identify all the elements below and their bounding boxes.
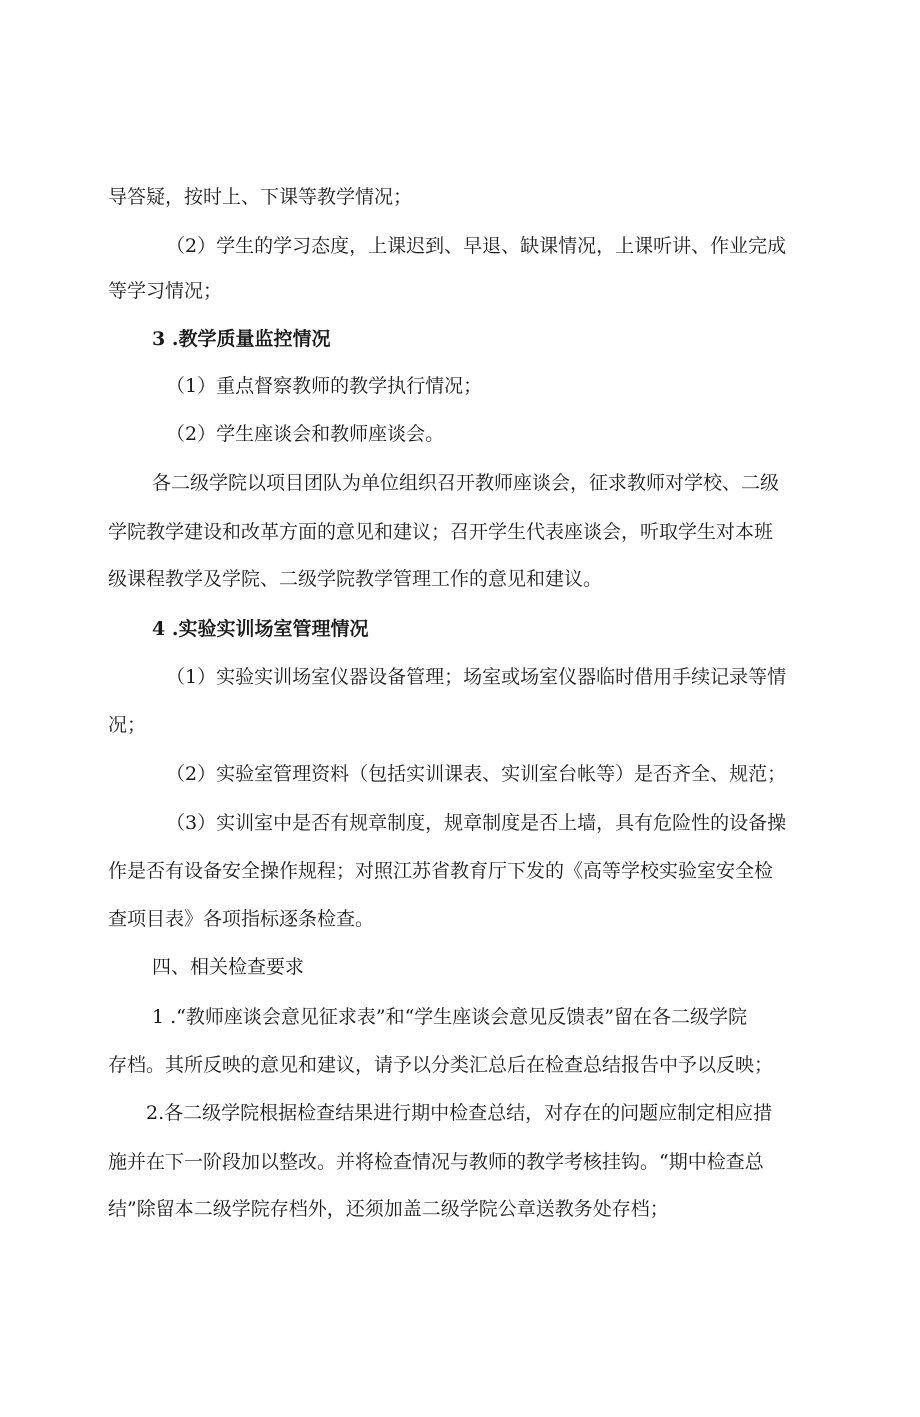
paragraph-line: 况； xyxy=(108,714,147,736)
section-heading: 4 .实验实训场室管理情况 xyxy=(152,618,369,640)
paragraph-line: 查项目表》各项指标逐条检查。 xyxy=(108,908,375,930)
list-item: （2）学生座谈会和教师座谈会。 xyxy=(166,423,445,445)
paragraph-line: 导答疑，按时上、下课等教学情况； xyxy=(108,186,413,208)
paragraph-line: 各二级学院以项目团队为单位组织召开教师座谈会，征求教师对学校、二级 xyxy=(152,472,780,494)
paragraph-line: （2）学生的学习态度，上课迟到、早退、缺课情况，上课听讲、作业完成 xyxy=(166,235,787,257)
paragraph-line: 1 .“教师座谈会意见征求表”和“学生座谈会意见反馈表”留在各二级学院 xyxy=(152,1006,748,1028)
paragraph-line: 存档。其所反映的意见和建议，请予以分类汇总后在检查总结报告中予以反映； xyxy=(108,1054,774,1076)
list-item: （3）实训室中是否有规章制度，规章制度是否上墙，具有危险性的设备操 xyxy=(166,812,787,834)
paragraph-line: 学院教学建设和改革方面的意见和建议；召开学生代表座谈会，听取学生对本班 xyxy=(108,521,774,543)
paragraph-line: 结”除留本二级学院存档外，还须加盖二级学院公章送教务处存档； xyxy=(108,1198,669,1220)
paragraph-line: 级课程教学及学院、二级学院教学管理工作的意见和建议。 xyxy=(108,568,603,590)
section-heading: 四、相关检查要求 xyxy=(152,956,305,978)
section-heading: 3 .教学质量监控情况 xyxy=(152,328,331,350)
list-item: （2）实验室管理资料（包括实训课表、实训室台帐等）是否齐全、规范； xyxy=(166,763,787,785)
list-item: （1）重点督察教师的教学执行情况； xyxy=(166,375,483,397)
paragraph-line: 等学习情况； xyxy=(108,280,223,302)
paragraph-line: 2.各二级学院根据检查结果进行期中检查总结，对存在的问题应制定相应措 xyxy=(146,1102,773,1124)
paragraph-line: 施并在下一阶段加以整改。并将检查情况与教师的教学考核挂钩。“期中检查总 xyxy=(108,1151,764,1173)
list-item: （1）实验实训场室仪器设备管理；场室或场室仪器临时借用手续记录等情 xyxy=(166,666,787,688)
paragraph-line: 作是否有设备安全操作规程；对照江苏省教育厅下发的《高等学校实验室安全检 xyxy=(108,860,774,882)
